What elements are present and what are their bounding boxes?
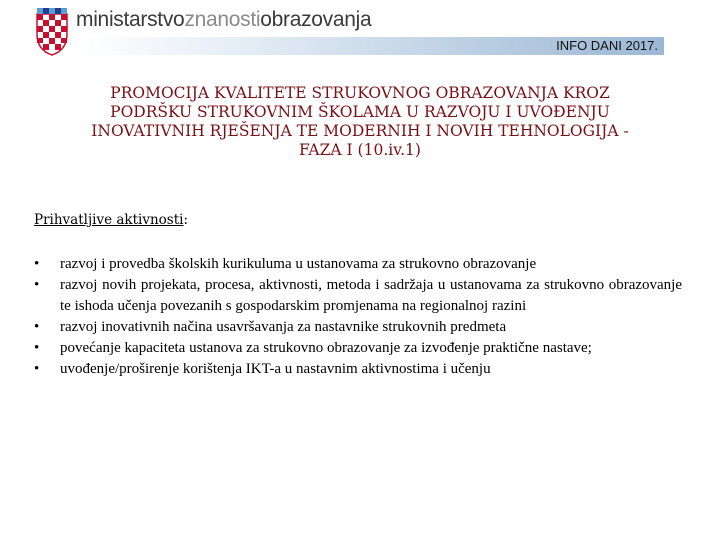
bullet-icon: •: [34, 319, 40, 335]
event-label: INFO DANI 2017.: [556, 38, 658, 53]
eligible-activities-label: Prihvatljive aktivnosti: [34, 212, 184, 228]
list-item: [34, 338, 682, 359]
list-item: [34, 317, 682, 338]
activities-list: [34, 254, 682, 380]
activity-text: uvođenje/proširenje korištenja IKT-a u nastavnim aktivnostima i učenju: [60, 361, 491, 377]
logo-part-science: znanosti: [184, 8, 261, 31]
bullet-icon: •: [34, 361, 40, 377]
activity-text: razvoj i provedba školskih kurikuluma u ustanovama za strukovno obrazovanje: [60, 256, 537, 272]
activity-text: povećanje kapaciteta ustanova za strukovno obrazovanje za izvođenje praktične nastave;: [60, 340, 592, 356]
list-item: [34, 254, 682, 275]
logo-part-education: obrazovanja: [260, 8, 372, 31]
slide-title: PROMOCIJA KVALITETE STRUKOVNOG OBRAZOVANJA KROZ PODRŠKU STRUKOVNIM ŠKOLAMA U RAZVOJU I UVOĐENJU INOVATIVNIH RJEŠENJA TE MODERNIH I NOVIH TEHNOLOGIJA - FAZA I (10.iv.1): [91, 84, 629, 159]
activity-text: razvoj novih projekata, procesa, aktivnosti, metoda i sadržaja u ustanovama za strukovno obrazovanje te ishoda učenja povezanih s gospodarskim promjenama na regionalnoj razini: [60, 277, 682, 314]
activity-text: razvoj inovativnih načina usavršavanja za nastavnike strukovnih predmeta: [60, 319, 507, 335]
eligible-activities-heading: [34, 212, 188, 228]
eligible-activities-colon: :: [183, 212, 189, 228]
ministry-logo-text: [76, 8, 371, 32]
logo-part-ministry: ministarstvo: [76, 8, 185, 31]
bullet-icon: •: [34, 340, 40, 356]
croatian-coat-of-arms-icon: [34, 8, 70, 56]
list-item: [34, 275, 682, 317]
list-item: [34, 359, 682, 380]
bullet-icon: •: [34, 256, 40, 272]
bullet-icon: •: [34, 277, 40, 293]
header: [0, 0, 720, 60]
